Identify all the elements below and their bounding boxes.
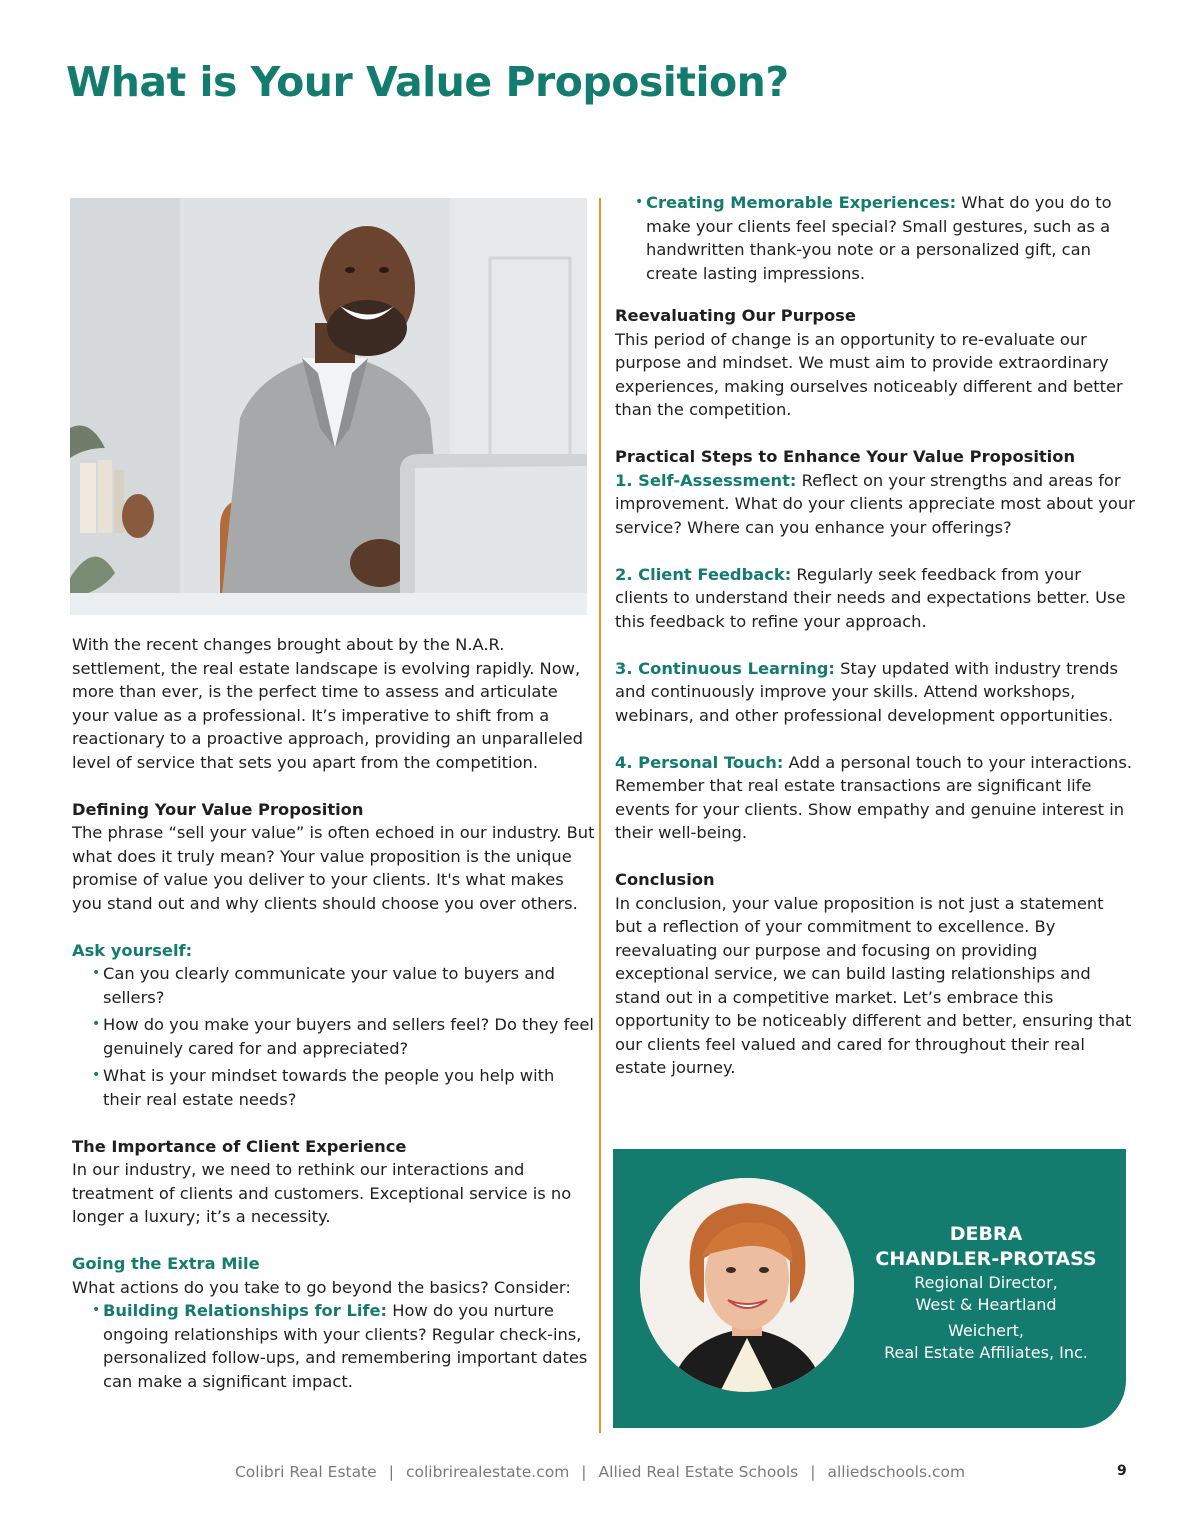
extra-mile-list-continued — [615, 191, 1135, 285]
step-item — [615, 469, 1135, 540]
steps-section — [615, 445, 1135, 845]
importance-section — [72, 1135, 597, 1229]
list-item: • Can you clearly communicate your value to buyers and sellers? — [103, 962, 597, 1009]
list-item — [646, 191, 1135, 285]
right-column — [615, 191, 1135, 1080]
extra-mile-section — [72, 1252, 597, 1393]
footer — [0, 1463, 1200, 1481]
extra-mile-body: What actions do you take to go beyond the basics? Consider: — [72, 1277, 571, 1297]
step-label: 3. Continuous Learning: — [615, 658, 835, 678]
author-region: West & Heartland — [915, 1295, 1057, 1314]
footer-separator: | — [388, 1463, 394, 1481]
footer-item: Allied Real Estate Schools — [598, 1463, 799, 1481]
footer-link[interactable]: alliedschools.com — [827, 1463, 966, 1481]
step-item — [615, 563, 1135, 634]
conclusion-body: In conclusion, your value proposition is not just a statement but a reflection of your commitment to excellence. By reevaluating our purpose and focusing on providing exceptional service, we can build lasting relationships and stand out in a competitive market. Let’s embrace this opportunity to be noticeably different and better, ensuring that our clients feel valued and cared for throughout their real estate journey. — [615, 893, 1132, 1077]
defining-heading: Defining Your Value Proposition — [72, 799, 364, 819]
intro-paragraph: With the recent changes brought about by the N.A.R. settlement, the real estate landscape is evolving rapidly. Now, more than ever, is the perfect time to assess and articulate your value as a professional. It’s imperative to shift from a reactionary to a proactive approach, providing an unparalleled level of service that sets you apart from the competition. — [72, 635, 583, 772]
item-text: How do you nurture ongoing relationships with your clients? Regular check-ins, personalized follow-ups, and remembering important dates can make a significant impact. — [103, 1301, 588, 1391]
ask-heading: Ask yourself: — [72, 940, 193, 960]
footer-separator: | — [810, 1463, 816, 1481]
author-name-last: CHANDLER-PROTASS — [875, 1248, 1097, 1270]
footer-link[interactable]: colibrirealestate.com — [405, 1463, 570, 1481]
author-details — [866, 1222, 1106, 1364]
author-company-full: Real Estate Affiliates, Inc. — [884, 1343, 1088, 1362]
defining-body: The phrase “sell your value” is often echoed in our industry. But what does it truly mean? Your value proposition is the unique promise of value you deliver to your clients. It's what makes you stand out and why clients should choose you over others. — [72, 823, 595, 913]
step-text: Stay updated with industry trends and continuously improve your skills. Attend workshops, webinars, and other professional development opportunities. — [615, 658, 1118, 725]
ask-section — [72, 939, 597, 1112]
list-item — [103, 1299, 597, 1393]
item-label: Creating Memorable Experiences: — [646, 193, 957, 212]
step-label: 4. Personal Touch: — [615, 752, 784, 772]
step-item — [615, 657, 1135, 728]
reevaluating-body: This period of change is an opportunity to re-evaluate our purpose and mindset. We must aim to provide extraordinary experiences, making ourselves noticeably different and better than the competition. — [615, 329, 1123, 419]
conclusion-heading: Conclusion — [615, 870, 715, 889]
reevaluating-heading: Reevaluating Our Purpose — [615, 306, 856, 325]
item-text: What do you do to make your clients feel special? Small gestures, such as a handwritten thank-you note or a personalized gift, can create lasting impressions. — [646, 193, 1112, 283]
step-text: Add a personal touch to your interactions. Remember that real estate transactions are significant life events for your clients. Show empathy and genuine interest in their well-being. — [615, 752, 1133, 842]
footer-separator: | — [581, 1463, 587, 1481]
importance-body: In our industry, we need to rethink our interactions and treatment of clients and customers. Exceptional service is no longer a luxury; it’s a necessity. — [72, 1160, 572, 1226]
author-role: Regional Director, — [914, 1273, 1058, 1292]
extra-mile-list — [72, 1299, 597, 1393]
item-label: Building Relationships for Life: — [103, 1301, 388, 1320]
author-bio-box — [613, 1149, 1126, 1428]
column-divider — [599, 198, 601, 1433]
footer-item: Colibri Real Estate — [234, 1463, 377, 1481]
steps-heading: Practical Steps to Enhance Your Value Proposition — [615, 447, 1076, 466]
author-name-first: DEBRA — [949, 1223, 1023, 1245]
defining-section — [72, 798, 597, 916]
list-item: • How do you make your buyers and sellers feel? Do they feel genuinely cared for and appreciated? — [103, 1013, 597, 1060]
extra-mile-heading: Going the Extra Mile — [72, 1254, 260, 1273]
step-item — [615, 751, 1135, 845]
list-item: • What is your mindset towards the people you help with their real estate needs? — [103, 1064, 597, 1111]
step-label: 2. Client Feedback: — [615, 564, 792, 584]
ask-list — [72, 962, 597, 1111]
author-photo — [640, 1178, 854, 1392]
author-company: Weichert, — [948, 1321, 1024, 1340]
step-text: Regularly seek feedback from your clients to understand their needs and expectations better. Use this feedback to refine your approach. — [615, 564, 1126, 631]
step-text: Reflect on your strengths and areas for improvement. What do your clients appreciate most about your service? Where can you enhance your offerings? — [615, 470, 1135, 537]
step-label: 1. Self-Assessment: — [615, 470, 797, 490]
page-title: What is Your Value Proposition? — [66, 58, 789, 106]
conclusion-section — [615, 868, 1135, 1080]
hero-photo — [70, 198, 587, 615]
importance-heading: The Importance of Client Experience — [72, 1136, 407, 1156]
left-column — [72, 633, 597, 1397]
page-number: 9 — [1117, 1463, 1127, 1479]
reevaluating-section — [615, 304, 1135, 422]
